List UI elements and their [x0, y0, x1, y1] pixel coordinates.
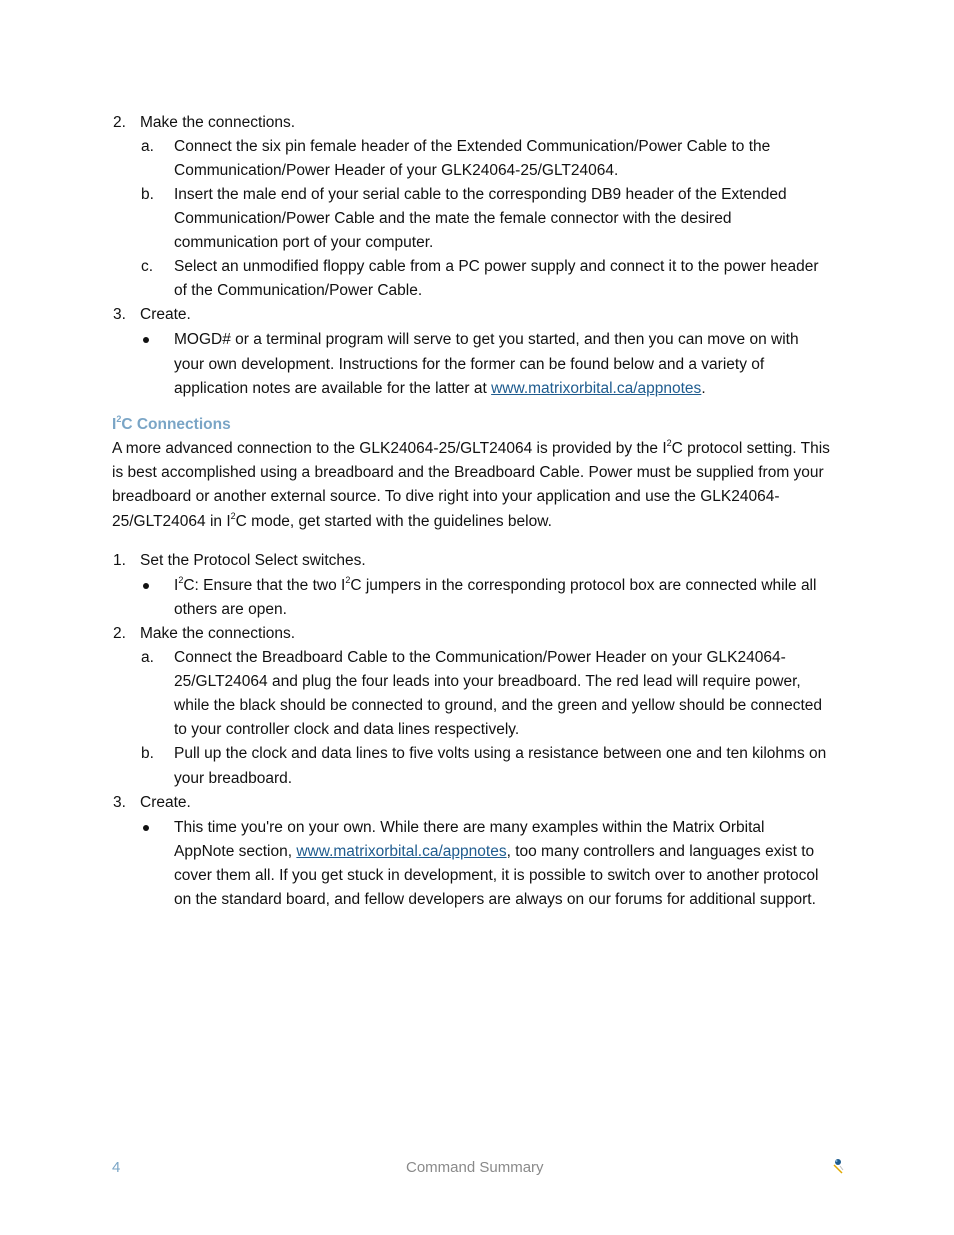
bullet-text: on the standard board, and fellow developers are always on our forums for additional support. [174, 891, 816, 908]
substep-letter: b. [141, 745, 154, 762]
bullet-text-segment: application notes are available for the latter at [174, 380, 492, 397]
bullet-text [174, 842, 814, 862]
matrix-orbital-logo-icon [831, 1156, 845, 1174]
substep-text: your breadboard. [174, 770, 293, 787]
text-segment: AppNote section, [174, 843, 297, 860]
bullet-icon [143, 337, 149, 343]
bullet-icon [143, 583, 149, 589]
text-segment: , too many controllers and languages exist to [506, 843, 815, 860]
bullet-text: cover them all. If you get stuck in development, it is possible to switch over to another protocol [174, 867, 819, 884]
substep-text: while the black should be connected to ground, and the green and yellow should be connected [174, 697, 823, 714]
text-segment: 25/GLT24064 in I [112, 513, 231, 530]
substep-letter: c. [141, 258, 154, 275]
step-label: Make the connections. [140, 625, 296, 642]
superscript: 2 [178, 574, 184, 585]
substep-text: Connect the six pin female header of the Extended Communication/Power Cable to the [174, 138, 771, 155]
step-label: Create. [140, 794, 191, 811]
section-heading-i2c [112, 415, 231, 435]
heading-superscript: 2 [116, 413, 122, 424]
substep-text: communication port of your computer. [174, 234, 434, 251]
bullet-text-segment: . [701, 380, 706, 397]
substep-text: 25/GLT24064 and plug the four leads into your breadboard. The red lead will require power, [174, 673, 801, 690]
step-number: 1. [113, 552, 126, 569]
paragraph-line: breadboard or another external source. To dive right into your application and use the GLK24064- [112, 488, 780, 505]
step-number: 2. [113, 625, 126, 642]
text-segment: C: Ensure that the two I [183, 577, 346, 594]
substep-text: Connect the Breadboard Cable to the Communication/Power Header on your GLK24064- [174, 649, 786, 666]
page-number: 4 [112, 1159, 121, 1176]
text-segment: A more advanced connection to the GLK24064-25/GLT24064 is provided by the I [112, 440, 667, 457]
text-segment: I [174, 577, 179, 594]
substep-letter: b. [141, 186, 154, 203]
substep-text: Pull up the clock and data lines to five volts using a resistance between one and ten kilohms on [174, 745, 827, 762]
appnotes-link[interactable]: www.matrixorbital.ca/appnotes [296, 843, 507, 860]
step-number: 2. [113, 114, 126, 131]
substep-text: Select an unmodified floppy cable from a PC power supply and connect it to the power header [174, 258, 819, 275]
bullet-text [174, 379, 706, 399]
paragraph-line: is best accomplished using a breadboard and the Breadboard Cable. Power must be supplied from your [112, 464, 824, 481]
text-segment: C protocol setting. This [671, 440, 830, 457]
step-label: Create. [140, 306, 191, 323]
text-segment: C jumpers in the corresponding protocol box are connected while all [350, 577, 817, 594]
step-number: 3. [113, 306, 126, 323]
superscript: 2 [230, 510, 236, 521]
superscript: 2 [345, 574, 351, 585]
bullet-text: your own development. Instructions for the former can be found below and a variety of [174, 356, 765, 373]
bullet-text: MOGD# or a terminal program will serve to get you started, and then you can move on with [174, 331, 799, 348]
step-label: Make the connections. [140, 114, 296, 131]
appnotes-link[interactable]: www.matrixorbital.ca/appnotes [491, 380, 702, 397]
bullet-text: others are open. [174, 601, 287, 618]
heading-segment: I [112, 416, 117, 433]
superscript: 2 [666, 437, 672, 448]
bullet-text [174, 576, 816, 596]
step-number: 3. [113, 794, 126, 811]
substep-text: Insert the male end of your serial cable to the corresponding DB9 header of the Extended [174, 186, 787, 203]
bullet-icon [143, 825, 149, 831]
bullet-text: This time you're on your own. While there are many examples within the Matrix Orbital [174, 819, 765, 836]
paragraph-line [112, 439, 830, 459]
heading-segment: C Connections [121, 416, 231, 433]
text-segment: C mode, get started with the guidelines below. [235, 513, 552, 530]
substep-text: of the Communication/Power Cable. [174, 282, 423, 299]
paragraph-line [112, 512, 552, 532]
step-label: Set the Protocol Select switches. [140, 552, 366, 569]
footer-title: Command Summary [406, 1159, 544, 1176]
substep-text: Communication/Power Cable and the mate the female connector with the desired [174, 210, 732, 227]
substep-text: to your controller clock and data lines respectively. [174, 721, 520, 738]
substep-letter: a. [141, 138, 154, 155]
substep-text: Communication/Power Header of your GLK24064-25/GLT24064. [174, 162, 619, 179]
substep-letter: a. [141, 649, 154, 666]
